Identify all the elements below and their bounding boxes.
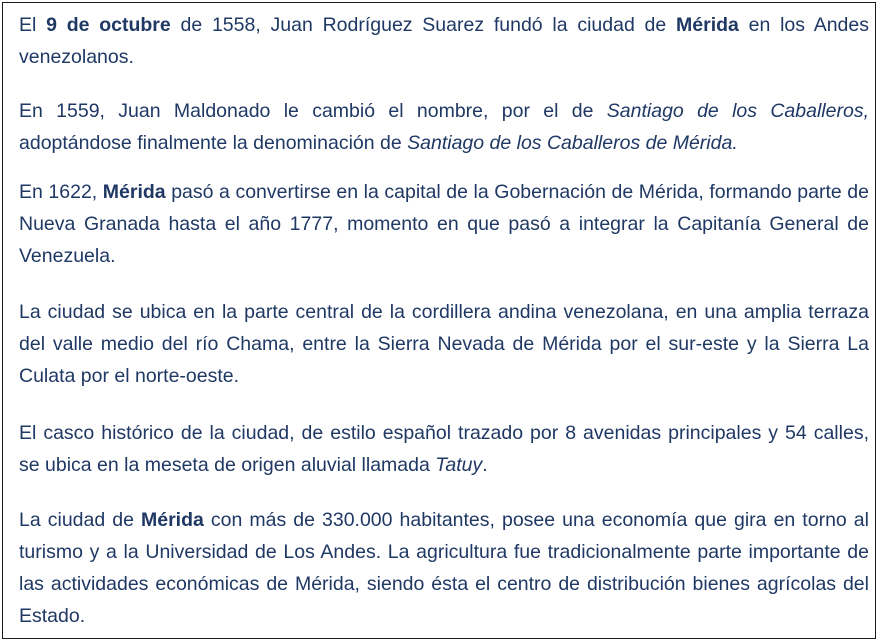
text-run: de 1558, Juan Rodríguez Suarez fundó la ciudad de	[170, 14, 677, 36]
document-frame	[2, 2, 876, 639]
text-run: con más de 330.000 habitantes, posee una economía que gira en torno al turismo y a la Universidad de Los Andes. La agricultura fue tradicionalmente parte importante de las actividades económicas de Mérida, siendo ésta el centro de distribución bienes agrícolas del Estado.	[19, 509, 869, 627]
highlight-date: 9 de octubre	[46, 14, 171, 36]
italic-name: Santiago de los Caballeros,	[606, 100, 869, 122]
paragraph-foundation	[19, 9, 869, 73]
text-run: En 1559, Juan Maldonado le cambió el nombre, por el de	[19, 100, 607, 122]
text-run: en los Andes venezolanos.	[19, 14, 869, 68]
paragraph-governance	[19, 176, 869, 272]
paragraph-geography	[19, 296, 869, 392]
highlight-city-name: Mérida	[676, 14, 739, 36]
text-run: pasó a convertirse en la capital de la Gobernación de Mérida, formando parte de Nueva Granada hasta el año 1777, momento en que pasó a integrar la Capitanía General de Venezuela.	[19, 181, 869, 267]
text-run: .	[482, 454, 488, 476]
highlight-city-name: Mérida	[102, 181, 166, 203]
italic-place-name: Tatuy	[435, 454, 483, 476]
paragraph-economy	[19, 504, 869, 632]
paragraph-renaming	[19, 95, 869, 159]
italic-name: Santiago de los Caballeros de Mérida.	[407, 132, 738, 154]
text-run: adoptándose finalmente la denominación de	[19, 132, 408, 154]
text-run: El casco histórico de la ciudad, de estilo español trazado por 8 avenidas principales y 54 calles, se ubica en la meseta de origen aluvial llamada	[19, 422, 869, 476]
text-run: En 1622,	[19, 181, 103, 203]
highlight-city-name: Mérida	[140, 509, 204, 531]
text-run: El	[19, 14, 47, 36]
paragraph-historic-center	[19, 417, 869, 481]
text-run: La ciudad se ubica en la parte central de la cordillera andina venezolana, en una amplia terraza del valle medio del río Chama, entre la Sierra Nevada de Mérida por el sur-este y la Sierra La Culata por el norte-oeste.	[19, 301, 869, 387]
text-run: La ciudad de	[19, 509, 141, 531]
